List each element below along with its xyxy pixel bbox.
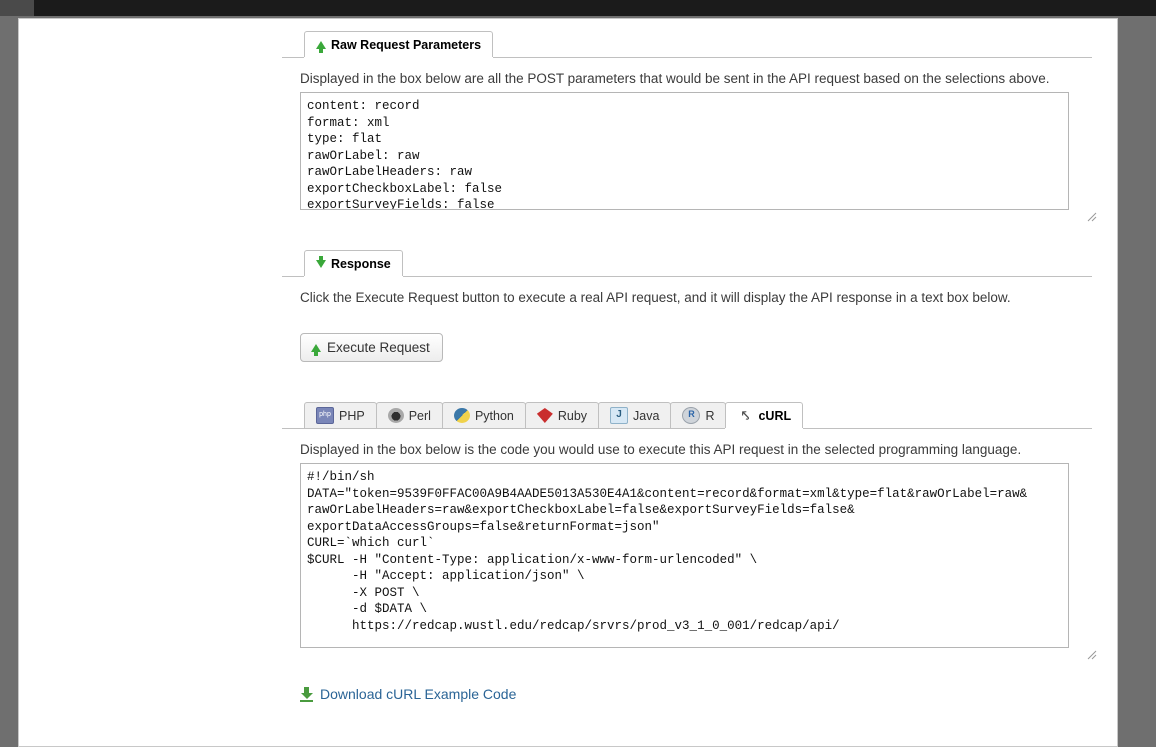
tab-python-label: Python [474, 408, 514, 423]
php-icon [316, 407, 334, 424]
tab-raw-request-parameters[interactable] [304, 31, 493, 57]
tab-r[interactable] [670, 402, 726, 428]
tab-ruby-label: Ruby [557, 408, 588, 423]
language-tabstrip [282, 402, 1092, 429]
r-icon [682, 407, 700, 424]
down-arrow-icon [316, 260, 326, 268]
ruby-icon [537, 408, 553, 423]
curl-icon [737, 408, 753, 423]
python-icon [454, 408, 470, 423]
tab-response[interactable] [304, 250, 403, 276]
download-row [300, 686, 1092, 702]
raw-request-textarea[interactable] [300, 92, 1069, 210]
tab-perl-label: Perl [408, 408, 431, 423]
up-arrow-icon [316, 41, 326, 49]
tab-curl[interactable] [725, 402, 803, 428]
raw-request-tabstrip [282, 31, 1092, 58]
raw-request-description: Displayed in the box below are all the POST parameters that would be sent in the API request based on the selections above. [300, 71, 1050, 86]
raw-request-resize-handle[interactable] [1085, 210, 1097, 222]
tab-response-label: Response [331, 256, 391, 271]
page-frame [18, 18, 1118, 747]
code-textarea-wrap [300, 463, 1092, 648]
code-resize-handle[interactable] [1085, 648, 1097, 660]
tab-raw-request-label: Raw Request Parameters [331, 37, 482, 52]
tab-perl[interactable] [376, 402, 443, 428]
response-tabstrip [282, 250, 1092, 277]
tab-python[interactable] [442, 402, 526, 428]
execute-request-button[interactable] [300, 333, 443, 362]
java-icon [610, 407, 628, 424]
tab-java[interactable] [598, 402, 671, 428]
code-description: Displayed in the box below is the code you would use to execute this API request in the selected programming language. [300, 442, 1022, 457]
raw-request-textarea-wrap [300, 92, 1092, 210]
tab-java-label: Java [633, 408, 660, 423]
tab-r-label: R [705, 408, 715, 423]
browser-chrome-left [0, 0, 34, 16]
tab-curl-label: cURL [758, 408, 792, 423]
download-curl-example-link[interactable]: Download cURL Example Code [320, 686, 517, 702]
up-arrow-icon [311, 344, 321, 352]
tab-ruby[interactable] [525, 402, 599, 428]
response-description: Click the Execute Request button to execute a real API request, and it will display the API response in a text box below. [300, 290, 1011, 305]
perl-icon [388, 408, 404, 423]
download-icon [300, 687, 313, 702]
browser-chrome-bar [0, 0, 1156, 16]
tab-php[interactable] [304, 402, 377, 428]
code-example-textarea[interactable] [300, 463, 1069, 648]
api-playground-content [282, 31, 1092, 702]
tab-php-label: PHP [339, 408, 365, 423]
execute-request-label: Execute Request [327, 340, 430, 355]
